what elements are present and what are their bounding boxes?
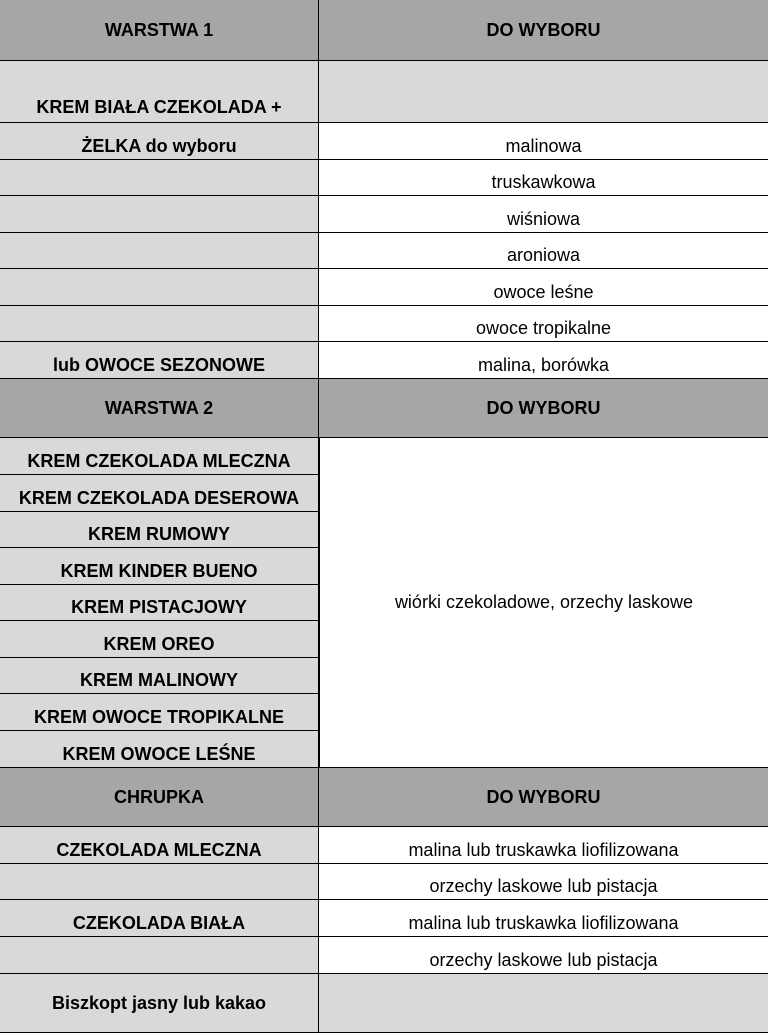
cream-option: KREM KINDER BUENO	[0, 548, 319, 584]
option-right: malina lub truskawka liofilizowana	[319, 900, 768, 936]
option-left: CZEKOLADA MLECZNA	[0, 827, 319, 863]
option-right: malinowa	[319, 123, 768, 159]
option-right: wiśniowa	[319, 196, 768, 232]
empty-cell	[319, 61, 768, 122]
option-right: malina, borówka	[319, 342, 768, 378]
option-left	[0, 233, 319, 268]
section-header-warstwa-1	[0, 0, 768, 61]
table-row	[0, 342, 768, 379]
cream-option: KREM RUMOWY	[0, 512, 319, 547]
section-header-chrupka	[0, 768, 768, 827]
header-right-label: DO WYBORU	[319, 379, 768, 437]
footer-row	[0, 974, 768, 1033]
cream-option: KREM OREO	[0, 621, 319, 657]
option-right: truskawkowa	[319, 160, 768, 195]
cream-option: KREM CZEKOLADA MLECZNA	[0, 438, 319, 474]
header-left-label: WARSTWA 2	[0, 379, 319, 437]
header-right-label: DO WYBORU	[319, 0, 768, 60]
option-right: orzechy laskowe lub pistacja	[319, 864, 768, 899]
table-row	[0, 585, 319, 621]
option-right: malina lub truskawka liofilizowana	[319, 827, 768, 863]
cream-option: KREM MALINOWY	[0, 658, 319, 693]
option-right: orzechy laskowe lub pistacja	[319, 937, 768, 973]
option-left	[0, 306, 319, 341]
cream-option: KREM CZEKOLADA DESEROWA	[0, 475, 319, 511]
table-row	[0, 731, 319, 768]
option-right: owoce leśne	[319, 269, 768, 305]
table-row	[0, 937, 768, 974]
table-row	[0, 269, 768, 306]
table-row	[0, 864, 768, 900]
table-row	[0, 900, 768, 937]
sponge-base-label: Biszkopt jasny lub kakao	[0, 974, 319, 1032]
option-left: CZEKOLADA BIAŁA	[0, 900, 319, 936]
table-row	[0, 658, 319, 694]
option-left	[0, 196, 319, 232]
empty-cell	[319, 974, 768, 1032]
table-row	[0, 61, 768, 123]
option-right: owoce tropikalne	[319, 306, 768, 341]
table-row	[0, 438, 319, 475]
option-left	[0, 937, 319, 973]
option-left: ŻELKA do wyboru	[0, 123, 319, 159]
table-row	[0, 306, 768, 342]
option-left	[0, 864, 319, 899]
option-left	[0, 160, 319, 195]
table-row	[0, 475, 319, 512]
table-row	[0, 123, 768, 160]
header-right-label: DO WYBORU	[319, 768, 768, 826]
option-left: lub OWOCE SEZONOWE	[0, 342, 319, 378]
header-left-label: CHRUPKA	[0, 768, 319, 826]
table-row	[0, 512, 319, 548]
base-cream-label: KREM BIAŁA CZEKOLADA +	[0, 61, 319, 122]
table-row	[0, 160, 768, 196]
table-row	[0, 827, 768, 864]
table-row	[0, 621, 319, 658]
table-row	[0, 233, 768, 269]
cream-option: KREM OWOCE TROPIKALNE	[0, 694, 319, 730]
option-right: aroniowa	[319, 233, 768, 268]
cream-option: KREM PISTACJOWY	[0, 585, 319, 620]
cream-option: KREM OWOCE LEŚNE	[0, 731, 319, 767]
table-row	[0, 548, 319, 585]
header-left-label: WARSTWA 1	[0, 0, 319, 60]
table-row	[0, 694, 319, 731]
section-header-warstwa-2	[0, 379, 768, 438]
table-row	[0, 196, 768, 233]
option-left	[0, 269, 319, 305]
toppings-merged-cell: wiórki czekoladowe, orzechy laskowe	[319, 438, 768, 768]
